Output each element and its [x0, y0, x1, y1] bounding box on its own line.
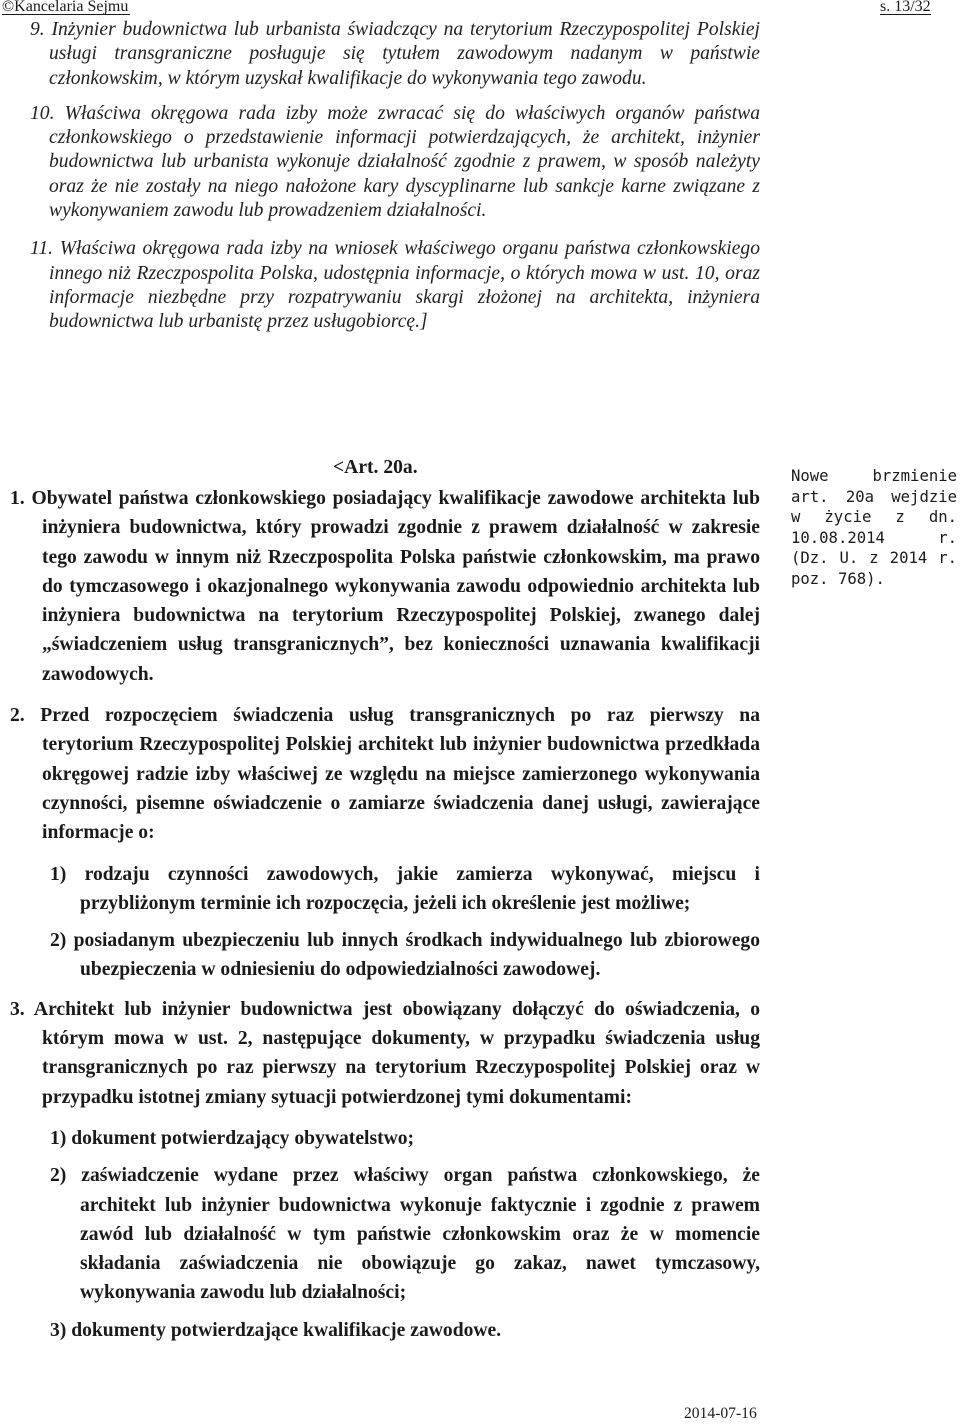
article-section-3: 3. Architekt lub inżynier budownictwa jest obowiązany dołączyć do oświadczenia, o którym mowa w ust. 2, następujące dokumenty, w przypadku świadczenia usług transgranicznych po raz pierwszy na terytorium Rzeczypospolitej Polskiej oraz w przypadku istotnej zmiany sytuacji potwierdzonej tymi dokumentami: [10, 998, 760, 1108]
footer-date: 2014-07-16 [684, 1405, 757, 1422]
new-wording-block [10, 484, 760, 1353]
section-2-point-2: 2) posiadanym ubezpieczeniu lub innych środkach indywidualnego lub zbiorowego ubezpieczenia w odniesieniu do odpowiedzialności zawodowej. [50, 930, 760, 981]
section-2-point-1: 1) rodzaju czynności zawodowych, jakie zamierza wykonywać, miejscu i przybliżonym terminie ich rozpoczęcia, jeżeli ich określenie jest możliwe; [50, 863, 760, 914]
margin-note: Nowe brzmienie art. 20a wejdzie w życie z dn. 10.08.2014 r. (Dz. U. z 2014 r. poz. 768). [791, 467, 957, 588]
page-number: s. 13/32 [880, 0, 931, 15]
article-section-1: 1. Obywatel państwa członkowskiego posiadający kwalifikacje zawodowe architekta lub inżyniera budownictwa, który prowadzi zgodnie z prawem działalność w zakresie tego zawodu w innym niż Rzeczpospolita Polska państwie członkowskim, ma prawo do tymczasowego i okazjonalnego wykonywania zawodu odpowiednio architekta lub inżyniera budownictwa na terytorium Rzeczypospolitej Polskiej, zwanego dalej „świadczeniem usług transgranicznych”, bez konieczności uznawania kwalifikacji zawodowych. [10, 488, 760, 685]
article-heading: <Art. 20a. [333, 457, 418, 478]
article-section-2: 2. Przed rozpoczęciem świadczenia usług transgranicznych po raz pierwszy na terytorium Rzeczypospolitej Polskiej architekt lub inżynier budownictwa przedkłada okręgowej radzie izby właściwej ze względu na miejsce zamierzonego wykonywania czynności, pisemne oświadczenie o zamiarze świadczenia danej usługi, zawierające informacje o: [10, 705, 760, 844]
paragraph-9: 9. Inżynier budownictwa lub urbanista świadczący na terytorium Rzeczypospolitej Polskiej usługi transgraniczne posługuje się tytułem zawodowym nadanym w państwie członkowskim, w którym uzyskał kwalifikacje do wykonywania tego zawodu. [30, 19, 760, 89]
page-header [0, 0, 960, 14]
publisher-label: ©Kancelaria Sejmu [2, 0, 129, 15]
previous-wording-block [30, 18, 760, 346]
section-3-point-1: 1) dokument potwierdzający obywatelstwo; [50, 1127, 415, 1149]
section-3-point-3: 3) dokumenty potwierdzające kwalifikacje zawodowe. [50, 1319, 502, 1341]
section-3-point-2: 2) zaświadczenie wydane przez właściwy organ państwa członkowskiego, że architekt lub inżynier budownictwa wykonuje faktycznie i zgodnie z prawem zawód lub działalność w tym państwie członkowskim oraz że w momencie składania zaświadczenia nie obowiązuje go zakaz, nawet tymczasowy, wykonywania zawodu lub działalności; [50, 1165, 760, 1304]
paragraph-10: 10. Właściwa okręgowa rada izby może zwracać się do właściwych organów państwa członkowskiego o przedstawienie informacji potwierdzających, że architekt, inżynier budownictwa lub urbanista wykonuje działalność zgodnie z prawem, w sposób należyty oraz że nie zostały na niego nałożone kary dyscyplinarne lub sankcje karne związane z wykonywaniem zawodu lub prowadzeniem działalności. [30, 102, 760, 222]
paragraph-11: 11. Właściwa okręgowa rada izby na wniosek właściwego organu państwa członkowskiego innego niż Rzeczpospolita Polska, udostępnia informacje, o których mowa w ust. 10, oraz informacje niezbędne przy rozpatrywaniu skargi złożonej na architekta, inżyniera budownictwa lub urbanistę przez usługobiorcę.] [30, 238, 760, 333]
